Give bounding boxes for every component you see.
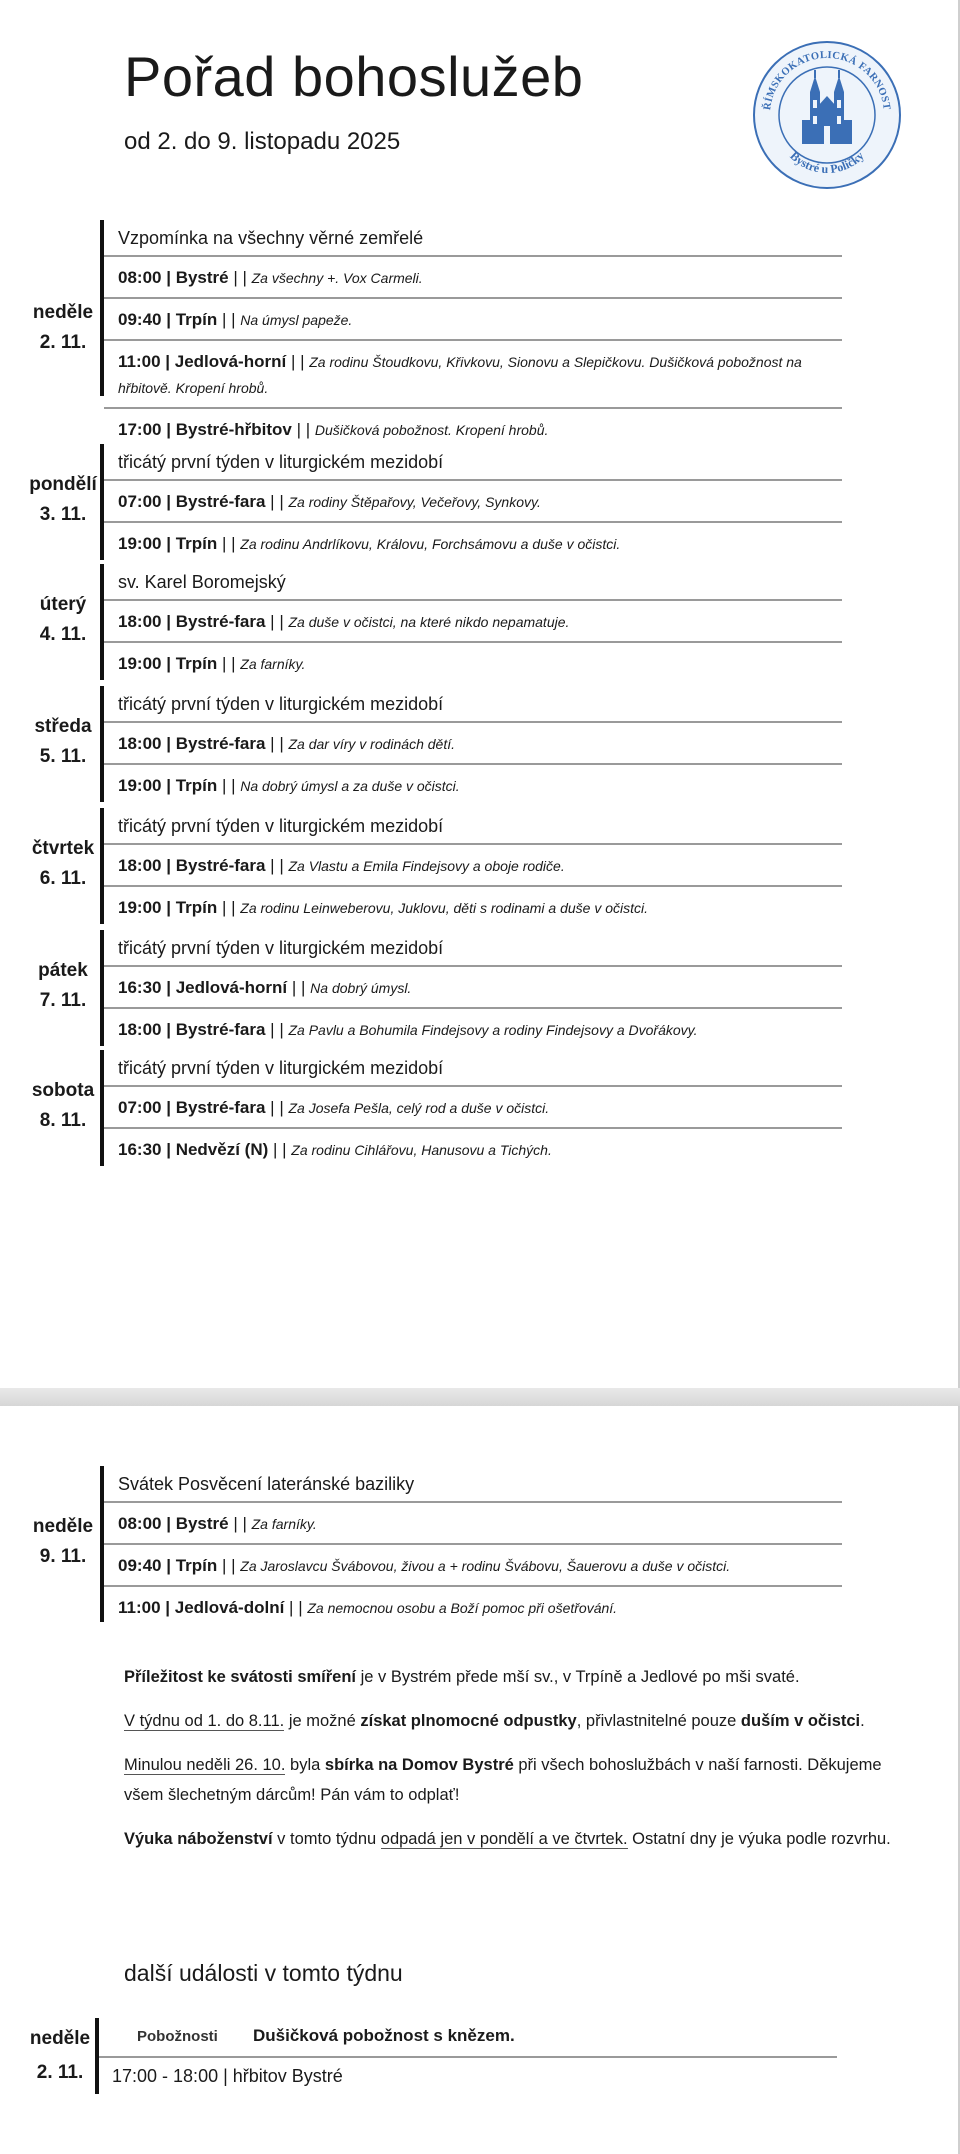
event-row: 09:40 | Trpín | | Na úmysl papeže.	[104, 299, 842, 341]
parish-seal-logo	[752, 40, 902, 190]
svg-text:Bystré u Poličky: Bystré u Poličky	[787, 148, 867, 177]
event-list	[104, 564, 842, 683]
day-block	[0, 930, 960, 1046]
day-block	[0, 808, 960, 924]
event-row: 17:00 | Bystré-hřbitov | | Dušičková pobožnost. Kropení hrobů.	[118, 420, 549, 439]
event-place: Bystré-hřbitov	[175, 420, 292, 439]
day-date: 2. 11.	[36, 2062, 84, 2083]
event-note: Na úmysl papeže.	[240, 312, 353, 328]
event-row: 16:30 | Jedlová-horní | | Na dobrý úmysl.	[104, 967, 842, 1009]
day-block	[0, 686, 960, 802]
event-row: 18:00 | Bystré-fara | | Za Pavlu a Bohumila Findejsovy a rodiny Findejsovy a Dvořákovy.	[118, 1020, 698, 1039]
day-block	[0, 444, 960, 560]
day-label	[22, 298, 104, 358]
day-name: pátek	[38, 960, 88, 981]
date-range: od 2. do 9. listopadu 2025	[124, 128, 401, 155]
announcements	[124, 1662, 904, 1868]
event-row: 18:00 | Bystré-fara | | Za dar víry v rodinách dětí.	[104, 723, 842, 765]
event-row: 19:00 | Trpín | | Za farníky.	[118, 654, 306, 673]
day-label	[22, 956, 104, 1016]
day-label	[22, 834, 104, 894]
day-block	[0, 564, 960, 680]
event-row: 19:00 | Trpín | | Za rodinu Leinweberovu, Juklovu, děti s rodinami a duše v očistci.	[118, 898, 649, 917]
day-label	[22, 1076, 104, 1136]
other-event-block	[0, 2018, 960, 2094]
event-row: 18:00 | Bystré-fara | | Za Vlastu a Emila Findejsovy a oboje rodiče.	[104, 845, 842, 887]
day-name: středa	[34, 716, 92, 737]
day-title: sv. Karel Boromejský	[104, 564, 842, 601]
day-block	[0, 1466, 960, 1622]
event-place: Jedlová-horní	[174, 352, 287, 371]
event-row: 08:00 | Bystré | | Za všechny +. Vox Carmeli.	[104, 257, 842, 299]
event-row: 11:00 | Jedlová-horní | | Za rodinu Štoudkovu, Křivkovu, Sionovu a Slepičkovu. Dušičková pobožnost na hřbitově. Kropení hrobů.	[104, 341, 842, 409]
event-row: 08:00 | Bystré | | Za farníky.	[104, 1503, 842, 1545]
day-date: 2. 11.	[39, 332, 87, 353]
event-category: Pobožnosti	[137, 2028, 218, 2045]
event-list	[104, 930, 842, 1049]
event-list	[104, 1466, 842, 1627]
event-time: 09:40	[118, 310, 162, 329]
event-note: Za rodinu Štoudkovu, Křivkovu, Sionovu a Slepičkovu. Dušičková pobožnost na hřbitově. Kropení hrobů.	[118, 354, 802, 396]
day-label	[22, 590, 104, 650]
event-note: Za všechny +. Vox Carmeli.	[251, 270, 423, 286]
day-name: sobota	[31, 1080, 95, 1101]
day-date: 7. 11.	[39, 990, 87, 1011]
event-row: 07:00 | Bystré-fara | | Za rodiny Štěpařovy, Večeřovy, Synkovy.	[104, 481, 842, 523]
event-name: Dušičková pobožnost s knězem.	[253, 2026, 515, 2045]
day-date: 6. 11.	[39, 868, 87, 889]
day-title: třicátý první týden v liturgickém mezidobí	[104, 444, 842, 481]
event-row: 11:00 | Jedlová-dolní | | Za nemocnou osobu a Boží pomoc při ošetřování.	[118, 1598, 618, 1617]
page-title: Pořad bohoslužeb	[124, 45, 584, 108]
day-label	[22, 1512, 104, 1572]
day-date: 9. 11.	[39, 1546, 87, 1567]
notice-religion-classes: Výuka náboženství v tomto týdnu odpadá jen v pondělí a ve čtvrtek. Ostatní dny je výuka podle rozvrhu.	[124, 1830, 891, 1848]
notice-collection: Minulou neděli 26. 10. byla sbírka na Domov Bystré při všech bohoslužbách v naší farnosti. Děkujeme všem šlechetným dárcům! Pán vám to odplať!	[124, 1756, 882, 1804]
page-separator	[0, 1388, 960, 1406]
other-events-heading: další události v tomto týdnu	[124, 1960, 403, 1986]
event-row: 19:00 | Trpín | | Na dobrý úmysl a za duše v očistci.	[118, 776, 460, 795]
day-name: neděle	[29, 2028, 91, 2049]
event-list	[104, 686, 842, 805]
day-name: úterý	[39, 594, 87, 615]
event-place: Trpín	[175, 310, 218, 329]
day-name: pondělí	[29, 474, 97, 495]
day-date: 8. 11.	[39, 1110, 87, 1131]
day-title: třicátý první týden v liturgickém mezidobí	[104, 808, 842, 845]
day-block	[0, 220, 960, 439]
event-time: 11:00	[118, 352, 161, 371]
day-title: Svátek Posvěcení lateránské baziliky	[104, 1466, 842, 1503]
day-name: neděle	[32, 302, 94, 323]
day-title: Vzpomínka na všechny věrné zemřelé	[104, 220, 842, 257]
event-time: 08:00	[118, 268, 162, 287]
event-list	[104, 808, 842, 927]
day-date: 4. 11.	[39, 624, 87, 645]
event-place: Bystré	[175, 268, 229, 287]
event-row: 07:00 | Bystré-fara | | Za Josefa Pešla, celý rod a duše v očistci.	[104, 1087, 842, 1129]
day-label	[22, 470, 104, 530]
day-label	[22, 2022, 98, 2090]
event-row: 19:00 | Trpín | | Za rodinu Andrlíkovu, Královu, Forchsámovu a duše v očistci.	[118, 534, 621, 553]
day-name: neděle	[32, 1516, 94, 1537]
day-date: 5. 11.	[39, 746, 87, 767]
other-event-row	[99, 2018, 837, 2058]
event-row: 09:40 | Trpín | | Za Jaroslavcu Švábovou, živou a + rodinu Švábovu, Šauerovu a duše v očistci.	[104, 1545, 842, 1587]
event-row: 16:30 | Nedvězí (N) | | Za rodinu Cihlářovu, Hanusovu a Tichých.	[118, 1140, 552, 1159]
event-note: Dušičková pobožnost. Kropení hrobů.	[314, 422, 549, 438]
event-list	[104, 220, 842, 449]
day-label	[22, 712, 104, 772]
day-title: třicátý první týden v liturgickém mezidobí	[104, 1050, 842, 1087]
svg-text:ŘÍMSKOKATOLICKÁ FARNOST: ŘÍMSKOKATOLICKÁ FARNOST	[762, 49, 892, 111]
day-date: 3. 11.	[39, 504, 87, 525]
notice-confession: Příležitost ke svátosti smíření je v Bystrém přede mší sv., v Trpíně a Jedlové po mši svaté.	[124, 1668, 800, 1686]
event-row: 18:00 | Bystré-fara | | Za duše v očistci, na které nikdo nepamatuje.	[104, 601, 842, 643]
day-title: třicátý první týden v liturgickém mezidobí	[104, 930, 842, 967]
day-block	[0, 1050, 960, 1166]
day-title: třicátý první týden v liturgickém mezidobí	[104, 686, 842, 723]
event-list	[104, 444, 842, 563]
event-list	[104, 1050, 842, 1169]
day-name: čtvrtek	[31, 838, 95, 859]
notice-indulgences: V týdnu od 1. do 8.11. je možné získat plnomocné odpustky, přivlastnitelné pouze duším v očistci.	[124, 1712, 865, 1730]
event-time-place: 17:00 - 18:00 | hřbitov Bystré	[112, 2066, 343, 2086]
event-time: 17:00	[118, 420, 162, 439]
